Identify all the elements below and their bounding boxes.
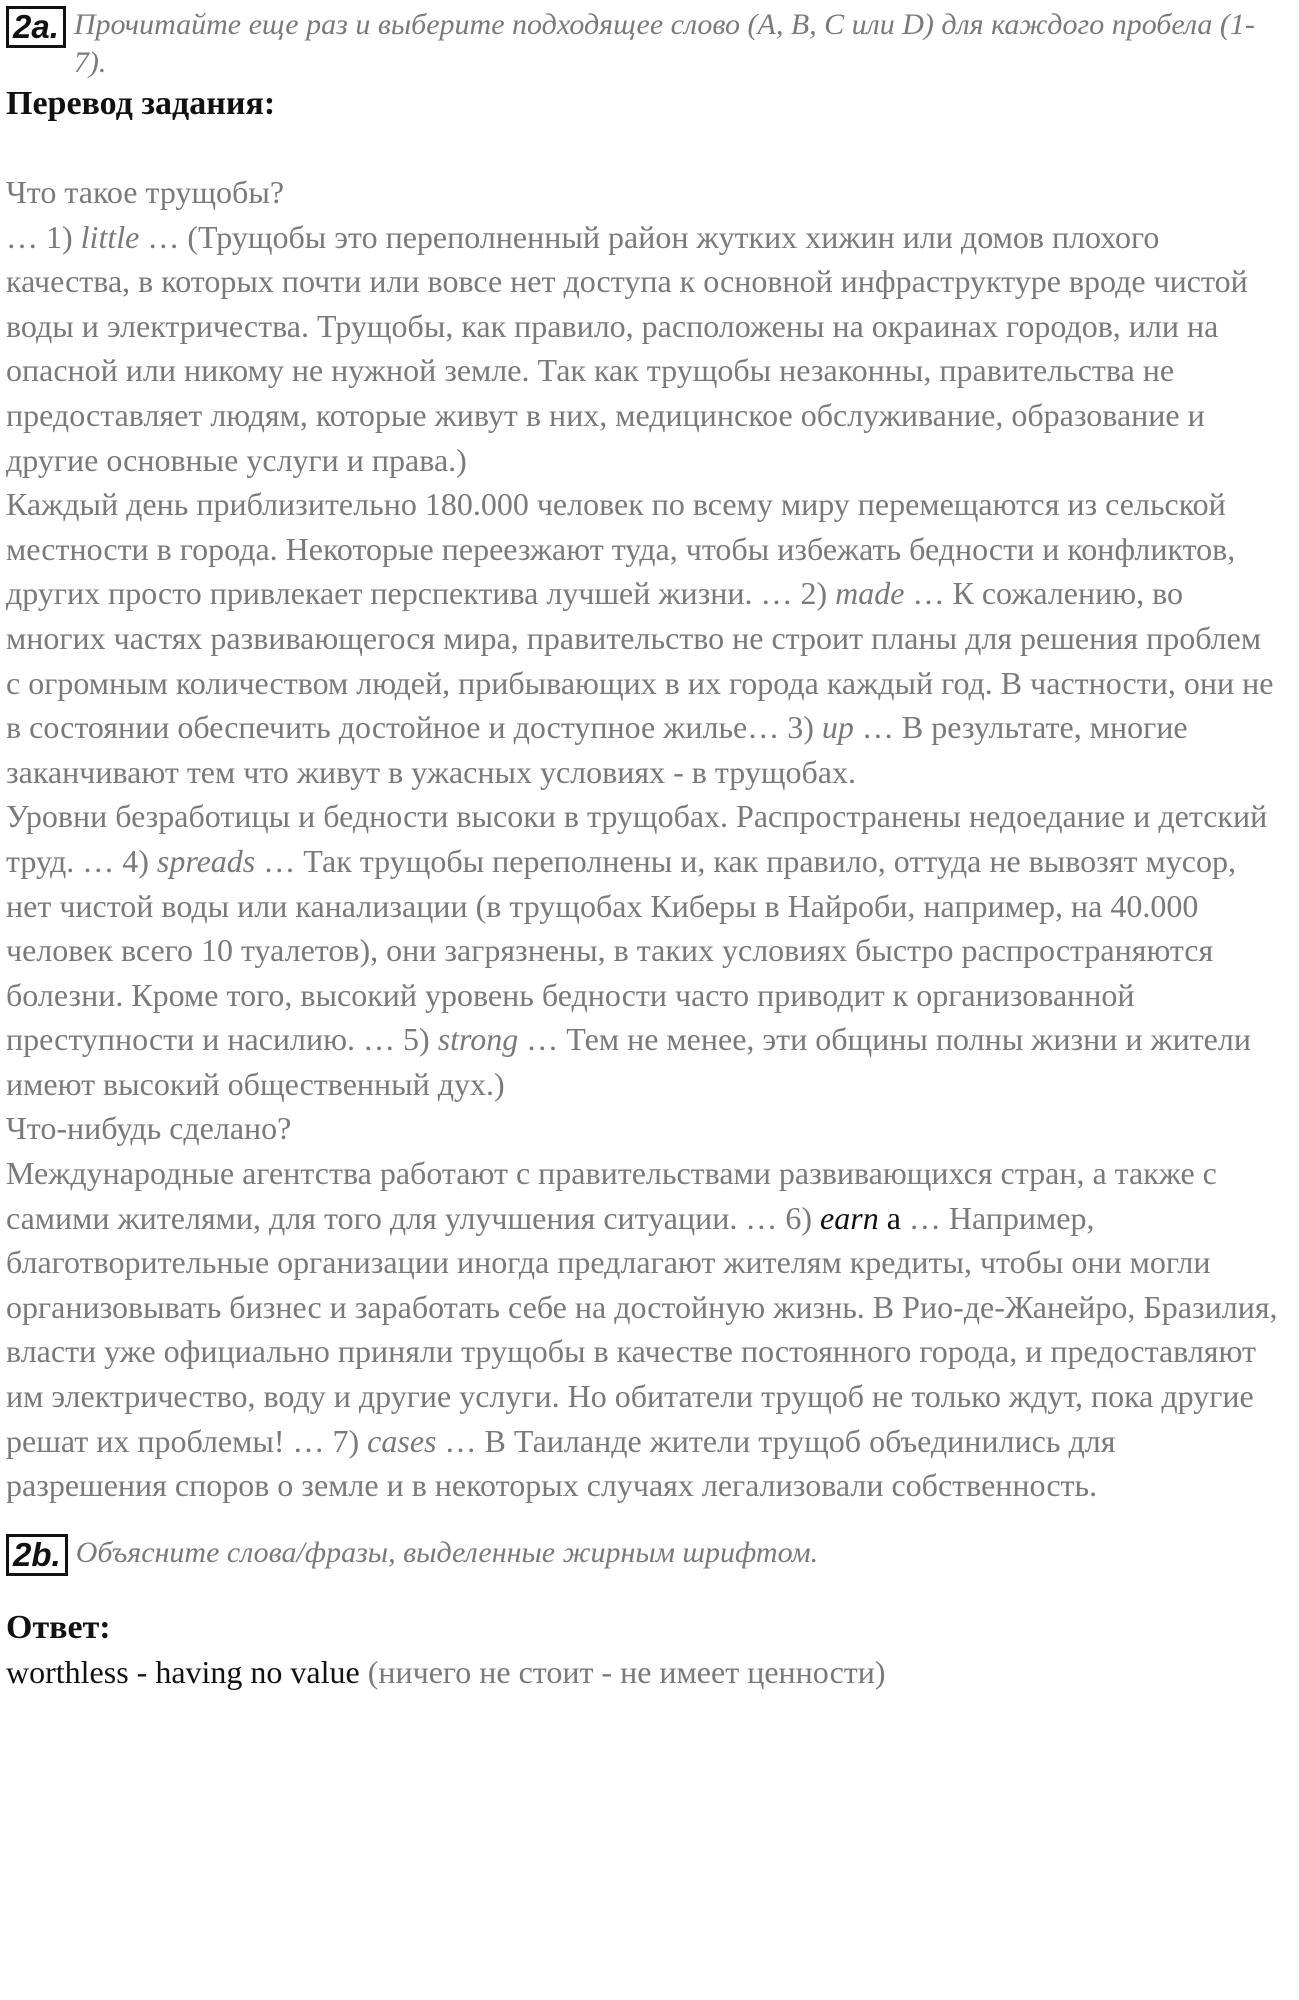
paragraph-3-text-b: … Так трущобы переполнены и, как правило, оттуда не вывозят мусор, нет чистой воды или канализации (в трущобах Киберы в Найроби, например, на 40.000 человек всего 10 туалетов), они загрязнены, в таких условиях быстро распространяются болезни. Кроме того, высокий уровень бедности часто приводит к организованной преступности и насилию. … 5) — [6, 842, 1236, 1058]
paragraph-4-text-a: Международные агентства работают с правительствами развивающихся стран, а также с самими жителями, для того для улучшения ситуации. … 6) — [6, 1155, 1217, 1236]
blank1-answer: little — [80, 218, 140, 255]
passage — [6, 170, 1281, 1508]
paragraph-4-text-c: … В Таиланде жители трущоб объединились для разрешения споров о земле и в некоторых случаях легализовали собственность. — [6, 1422, 1116, 1504]
blank7-answer: cases — [367, 1422, 437, 1459]
task-2a-instruction: Прочитайте еще раз и выберите подходящее слово (А, В, С или D) для каждого пробела (1-7). — [73, 8, 1255, 79]
paragraph-3-text-a: Уровни безработицы и бедности высоки в трущобах. Распространены недоедание и детский труд. … 4) — [6, 798, 1268, 879]
answer-term: worthless - having no value — [6, 1653, 360, 1690]
passage-paragraph-3 — [6, 794, 1281, 1106]
task-2b-instruction: Объясните слова/фразы, выделенные жирным шрифтом. — [75, 1535, 819, 1569]
task-2a-label: 2a. — [6, 6, 66, 48]
passage-paragraph-1 — [6, 215, 1281, 483]
answer-line — [6, 1650, 1281, 1694]
blank6-extra: a — [878, 1199, 901, 1236]
paragraph-2-text-b: … К сожалению, во многих частях развивающегося мира, правительство не строит планы для решения проблем с огромным количеством людей, прибывающих в их города каждый год. В частности, они не в состоянии обеспечить достойное и доступное жилье… 3) — [6, 575, 1274, 746]
passage-title-q2: Что-нибудь сделано? — [6, 1110, 292, 1147]
paragraph-4-text-b: … Например, благотворительные организации иногда предлагают жителям кредиты, чтобы они могли организовывать бизнес и заработать себе на достойную жизнь. В Рио-де-Жанейро, Бразилия, власти уже официально приняли трущобы в качестве постоянного города, и предоставляют им электричество, воду и другие услуги. Но обитатели трущоб не только ждут, пока другие решат их проблемы! … 7) — [6, 1199, 1278, 1459]
paragraph-2-text-a: Каждый день приблизительно 180.000 человек по всему миру перемещаются из сельской местности в города. Некоторые переезжают туда, чтобы избежать бедности и конфликтов, других просто привлекает перспектива лучшей жизни. … 2) — [6, 486, 1236, 612]
task-2a-header — [6, 6, 1281, 82]
blank3-answer: up — [821, 709, 854, 746]
answer-heading: Ответ: — [6, 1608, 111, 1646]
task-2b-label: 2b. — [6, 1534, 68, 1576]
passage-paragraph-4 — [6, 1151, 1281, 1508]
paragraph-2-text-c: … В результате, многие заканчивают тем что живут в ужасных условиях - в трущобах. — [6, 709, 1188, 790]
spacer — [6, 1576, 1281, 1606]
blank1-prefix: … 1) — [6, 218, 81, 255]
task-2b-header — [6, 1534, 1281, 1576]
blank5-answer: strong — [437, 1021, 519, 1058]
blank2-answer: made — [835, 575, 905, 612]
spacer — [6, 126, 1281, 170]
paragraph-1-text: … (Трущобы это переполненный район жутких хижин или домов плохого качества, в которых почти или вовсе нет доступа к основной инфраструктуре вроде чистой воды и электричества. Трущобы, как правило, расположены на окраинах городов, или на опасной или никому не нужной земле. Так как трущобы незаконны, правительства не предоставляет людям, которые живут в них, медицинское обслуживание, образование и другие основные услуги и права.) — [6, 218, 1248, 478]
passage-paragraph-2 — [6, 482, 1281, 794]
passage-title-q1: Что такое трущобы? — [6, 174, 285, 210]
blank4-answer: spreads — [156, 842, 256, 879]
spacer — [6, 1508, 1281, 1534]
answer-translation: (ничего не стоит - не имеет ценности) — [359, 1653, 886, 1690]
translation-heading: Перевод задания: — [6, 85, 276, 122]
paragraph-3-text-c: … Тем не менее, эти общины полны жизни и жители имеют высокий общественный дух.) — [6, 1021, 1251, 1102]
blank6-answer: earn — [820, 1199, 879, 1236]
